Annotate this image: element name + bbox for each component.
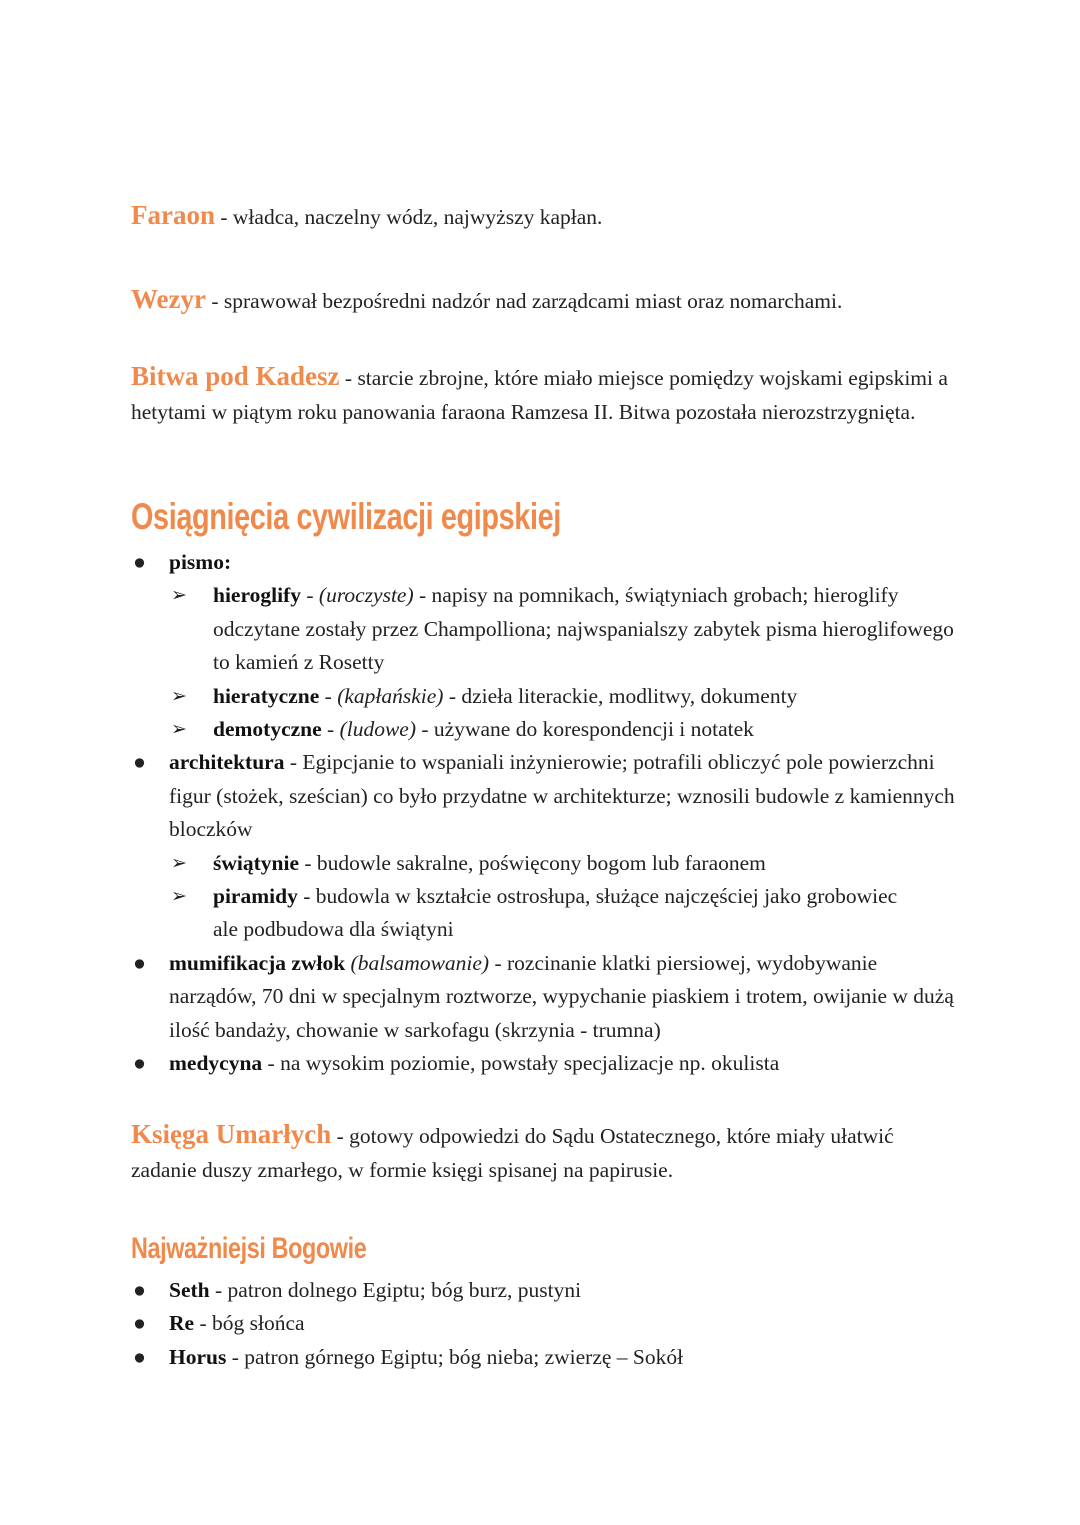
list-item-medycyna [131, 1047, 961, 1080]
item-term: piramidy [213, 884, 298, 909]
list-item-horus [131, 1341, 961, 1374]
achievements-list [131, 546, 961, 1081]
god-text: - bóg słońca [194, 1311, 305, 1336]
item-term: medycyna [169, 1051, 263, 1076]
section-heading-achievements: Osiągnięcia cywilizacji egipskiej [131, 496, 561, 537]
list-item-seth [131, 1274, 961, 1307]
section-heading-gods: Najważniejsi Bogowie [131, 1232, 367, 1265]
bullet-icon: ● [133, 950, 146, 975]
sep: - [321, 717, 340, 742]
term: Faraon [131, 200, 215, 230]
sep: - [319, 683, 338, 708]
item-text: - rozcinanie klatki piersiowej, wydobywanie narządów, 70 dni w specjalnym roztworze, wypychanie piaskiem i trotem, owijanie w dużą ilość bandaży, chowanie w sarkofagu (skrzynia - trumna) [169, 950, 954, 1042]
list-item-re [131, 1307, 961, 1340]
god-name: Seth [169, 1278, 210, 1302]
god-text: - patron dolnego Egiptu; bóg burz, pustyni [209, 1278, 582, 1302]
list-item-piramidy [131, 880, 961, 947]
definition-text: - sprawował bezpośredni nadzór nad zarządcami miast oraz nomarchami. [205, 289, 843, 313]
bullet-icon: ● [133, 1344, 146, 1369]
item-note: (balsamowanie) [345, 950, 490, 975]
item-term: mumifikacja zwłok [169, 950, 346, 975]
item-text: - budowle sakralne, poświęcony bogom lub faraonem [299, 850, 766, 875]
arrow-bullet-icon: ➢ [171, 719, 187, 741]
list-item-demotyczne [131, 713, 961, 746]
list-item-mumifikacja [131, 947, 961, 1047]
item-note: (ludowe) [339, 717, 417, 742]
definition-ksiega-umarlych [131, 1117, 931, 1187]
sep: - [300, 583, 319, 608]
term: Księga Umarłych [131, 1119, 332, 1149]
god-name: Horus [169, 1344, 227, 1369]
definition-text: - władca, naczelny wódz, najwyższy kapłan. [215, 205, 603, 229]
list-item-hieroglify [131, 579, 961, 679]
list-item-architektura [131, 746, 961, 846]
item-text: - używane do korespondencji i notatek [416, 717, 754, 742]
item-note: (kapłańskie) [337, 683, 444, 708]
arrow-bullet-icon: ➢ [171, 886, 187, 908]
god-name: Re [169, 1311, 195, 1336]
term: Wezyr [131, 284, 206, 314]
arrow-bullet-icon: ➢ [171, 585, 187, 607]
item-label: pismo: [169, 550, 232, 574]
bullet-icon: ● [133, 1051, 146, 1076]
term: Bitwa pod Kadesz [131, 361, 340, 391]
item-term: hieratyczne [213, 683, 320, 708]
list-item-pismo [131, 546, 961, 579]
bullet-icon: ● [133, 750, 146, 775]
god-text: - patron górnego Egiptu; bóg nieba; zwierzę – Sokół [226, 1344, 684, 1369]
definition-faraon [131, 198, 961, 234]
gods-list [131, 1274, 961, 1374]
item-note: (uroczyste) [318, 583, 414, 608]
item-term: architektura [169, 750, 285, 775]
arrow-bullet-icon: ➢ [171, 685, 187, 707]
item-text: - dzieła literackie, modlitwy, dokumenty [443, 683, 798, 708]
definition-text: - starcie zbrojne, które miało miejsce pomiędzy wojskami egipskimi a hetytami w piątym roku panowania faraona Ramzesa II. Bitwa pozostała nierozstrzygnięta. [131, 366, 948, 424]
item-term: świątynie [213, 850, 299, 875]
item-text: - na wysokim poziomie, powstały specjalizacje np. okulista [262, 1051, 780, 1076]
item-text: - Egipcjanie to wspaniali inżynierowie; potrafili obliczyć pole powierzchni figur (stożek, sześcian) co było przydatne w architekturze; wznosili budowle z kamiennych bloczków [169, 750, 955, 842]
item-term: hieroglify [213, 583, 301, 608]
item-text: - budowla w kształcie ostrosłupa, służące najczęściej jako grobowiec ale podbudowa dla świątyni [213, 884, 898, 942]
definition-kadesz [131, 359, 951, 429]
bullet-icon: ● [133, 1278, 146, 1302]
item-text: - napisy na pomnikach, świątyniach grobach; hieroglify odczytane zostały przez Champolliona; najwspanialszy zabytek pisma hieroglifowego to kamień z Rosetty [213, 583, 954, 675]
bullet-icon: ● [133, 1311, 146, 1336]
list-item-swiatynie [131, 847, 961, 880]
definition-text: - gotowy odpowiedzi do Sądu Ostatecznego, które miały ułatwić zadanie duszy zmarłego, w formie księgi spisanej na papirusie. [131, 1124, 894, 1182]
list-item-hieratyczne [131, 680, 961, 713]
item-term: demotyczne [213, 717, 322, 742]
bullet-icon: ● [133, 550, 146, 574]
arrow-bullet-icon: ➢ [171, 852, 187, 874]
definition-wezyr [131, 282, 961, 318]
